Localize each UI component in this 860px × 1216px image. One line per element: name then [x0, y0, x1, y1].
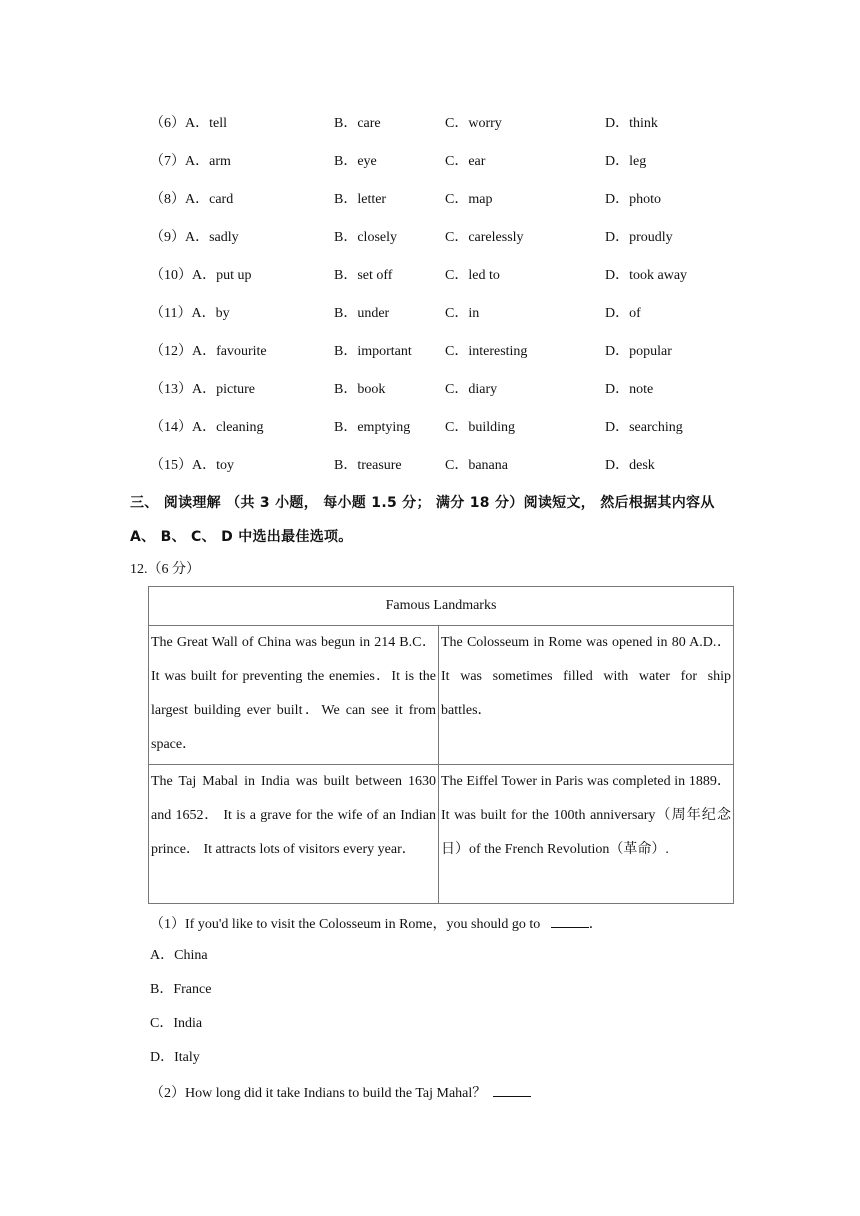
option-c: C．building — [445, 420, 516, 435]
option-a: （15）A．toy — [150, 458, 234, 473]
option-d: D．searching — [605, 420, 683, 435]
choice-c[interactable]: C．India — [150, 1016, 203, 1031]
option-a: （11）A．by — [150, 306, 230, 321]
option-c: C．carelessly — [445, 230, 524, 245]
choice-d[interactable]: D．Italy — [150, 1050, 200, 1065]
landmarks-table — [148, 586, 734, 904]
option-b: B．emptying — [334, 420, 411, 435]
option-d: D．photo — [605, 192, 661, 207]
section-heading: 三、 阅读理解 （共 3 小题， 每小题 1.5 分； 满分 18 分）阅读短文， 然后根据其内容从 — [130, 495, 715, 511]
option-c: C．led to — [445, 268, 500, 283]
option-d: D．think — [605, 116, 658, 131]
option-d: D．took away — [605, 268, 688, 283]
option-b: B．important — [334, 344, 412, 359]
option-a: （6）A．tell — [150, 116, 227, 131]
option-b: B．care — [334, 116, 381, 131]
section-heading-cont: A、 B、 C、 D 中选出最佳选项。 — [130, 529, 353, 545]
option-a: （9）A．sadly — [150, 230, 239, 245]
option-b: B．treasure — [334, 458, 402, 473]
option-d: D．popular — [605, 344, 672, 359]
option-c: C．worry — [445, 116, 502, 131]
table-cell: The Colosseum in Rome was opened in 80 A.D.． It was sometimes filled with water for ship battles． — [439, 626, 734, 765]
table-title: Famous Landmarks — [149, 587, 734, 626]
option-a: （8）A．card — [150, 192, 234, 207]
table-cell: The Great Wall of China was begun in 214 B.C．It was built for preventing the enemies．It is the largest building ever built．We can see it from space． — [149, 626, 439, 765]
option-c: C．banana — [445, 458, 508, 473]
option-c: C．map — [445, 192, 493, 207]
option-d: D．leg — [605, 154, 647, 169]
option-b: B．under — [334, 306, 390, 321]
sub-question-1: （1）If you'd like to visit the Colosseum in Rome，you should go to ． — [150, 913, 603, 935]
option-c: C．ear — [445, 154, 486, 169]
option-a: （13）A．picture — [150, 382, 255, 397]
option-d: D．desk — [605, 458, 655, 473]
choice-b[interactable]: B．France — [150, 982, 212, 997]
answer-blank[interactable] — [493, 1082, 531, 1097]
choice-a[interactable]: A．China — [150, 948, 208, 963]
option-a: （14）A．cleaning — [150, 420, 264, 435]
option-c: C．in — [445, 306, 480, 321]
option-a: （7）A．arm — [150, 154, 231, 169]
option-c: C．diary — [445, 382, 498, 397]
question-number: 12.（6 分） — [130, 562, 200, 577]
answer-blank[interactable] — [551, 913, 589, 928]
sub-question-2: （2）How long did it take Indians to build the Taj Mahal？ — [150, 1082, 531, 1104]
option-b: B．closely — [334, 230, 397, 245]
option-c: C．interesting — [445, 344, 528, 359]
table-cell: The Taj Mabal in India was built between 1630 and 1652． It is a grave for the wife of an Indian prince． It attracts lots of visitors every year． — [149, 765, 439, 904]
table-cell: The Eiffel Tower in Paris was completed in 1889． It was built for the 100th anniversary（周年纪念日）of the French Revolution（革命）. — [439, 765, 734, 904]
option-a: （12）A．favourite — [150, 344, 267, 359]
option-b: B．set off — [334, 268, 393, 283]
option-b: B．eye — [334, 154, 377, 169]
option-d: D．of — [605, 306, 641, 321]
option-b: B．book — [334, 382, 386, 397]
option-d: D．proudly — [605, 230, 673, 245]
option-b: B．letter — [334, 192, 387, 207]
option-d: D．note — [605, 382, 654, 397]
option-a: （10）A．put up — [150, 268, 252, 283]
